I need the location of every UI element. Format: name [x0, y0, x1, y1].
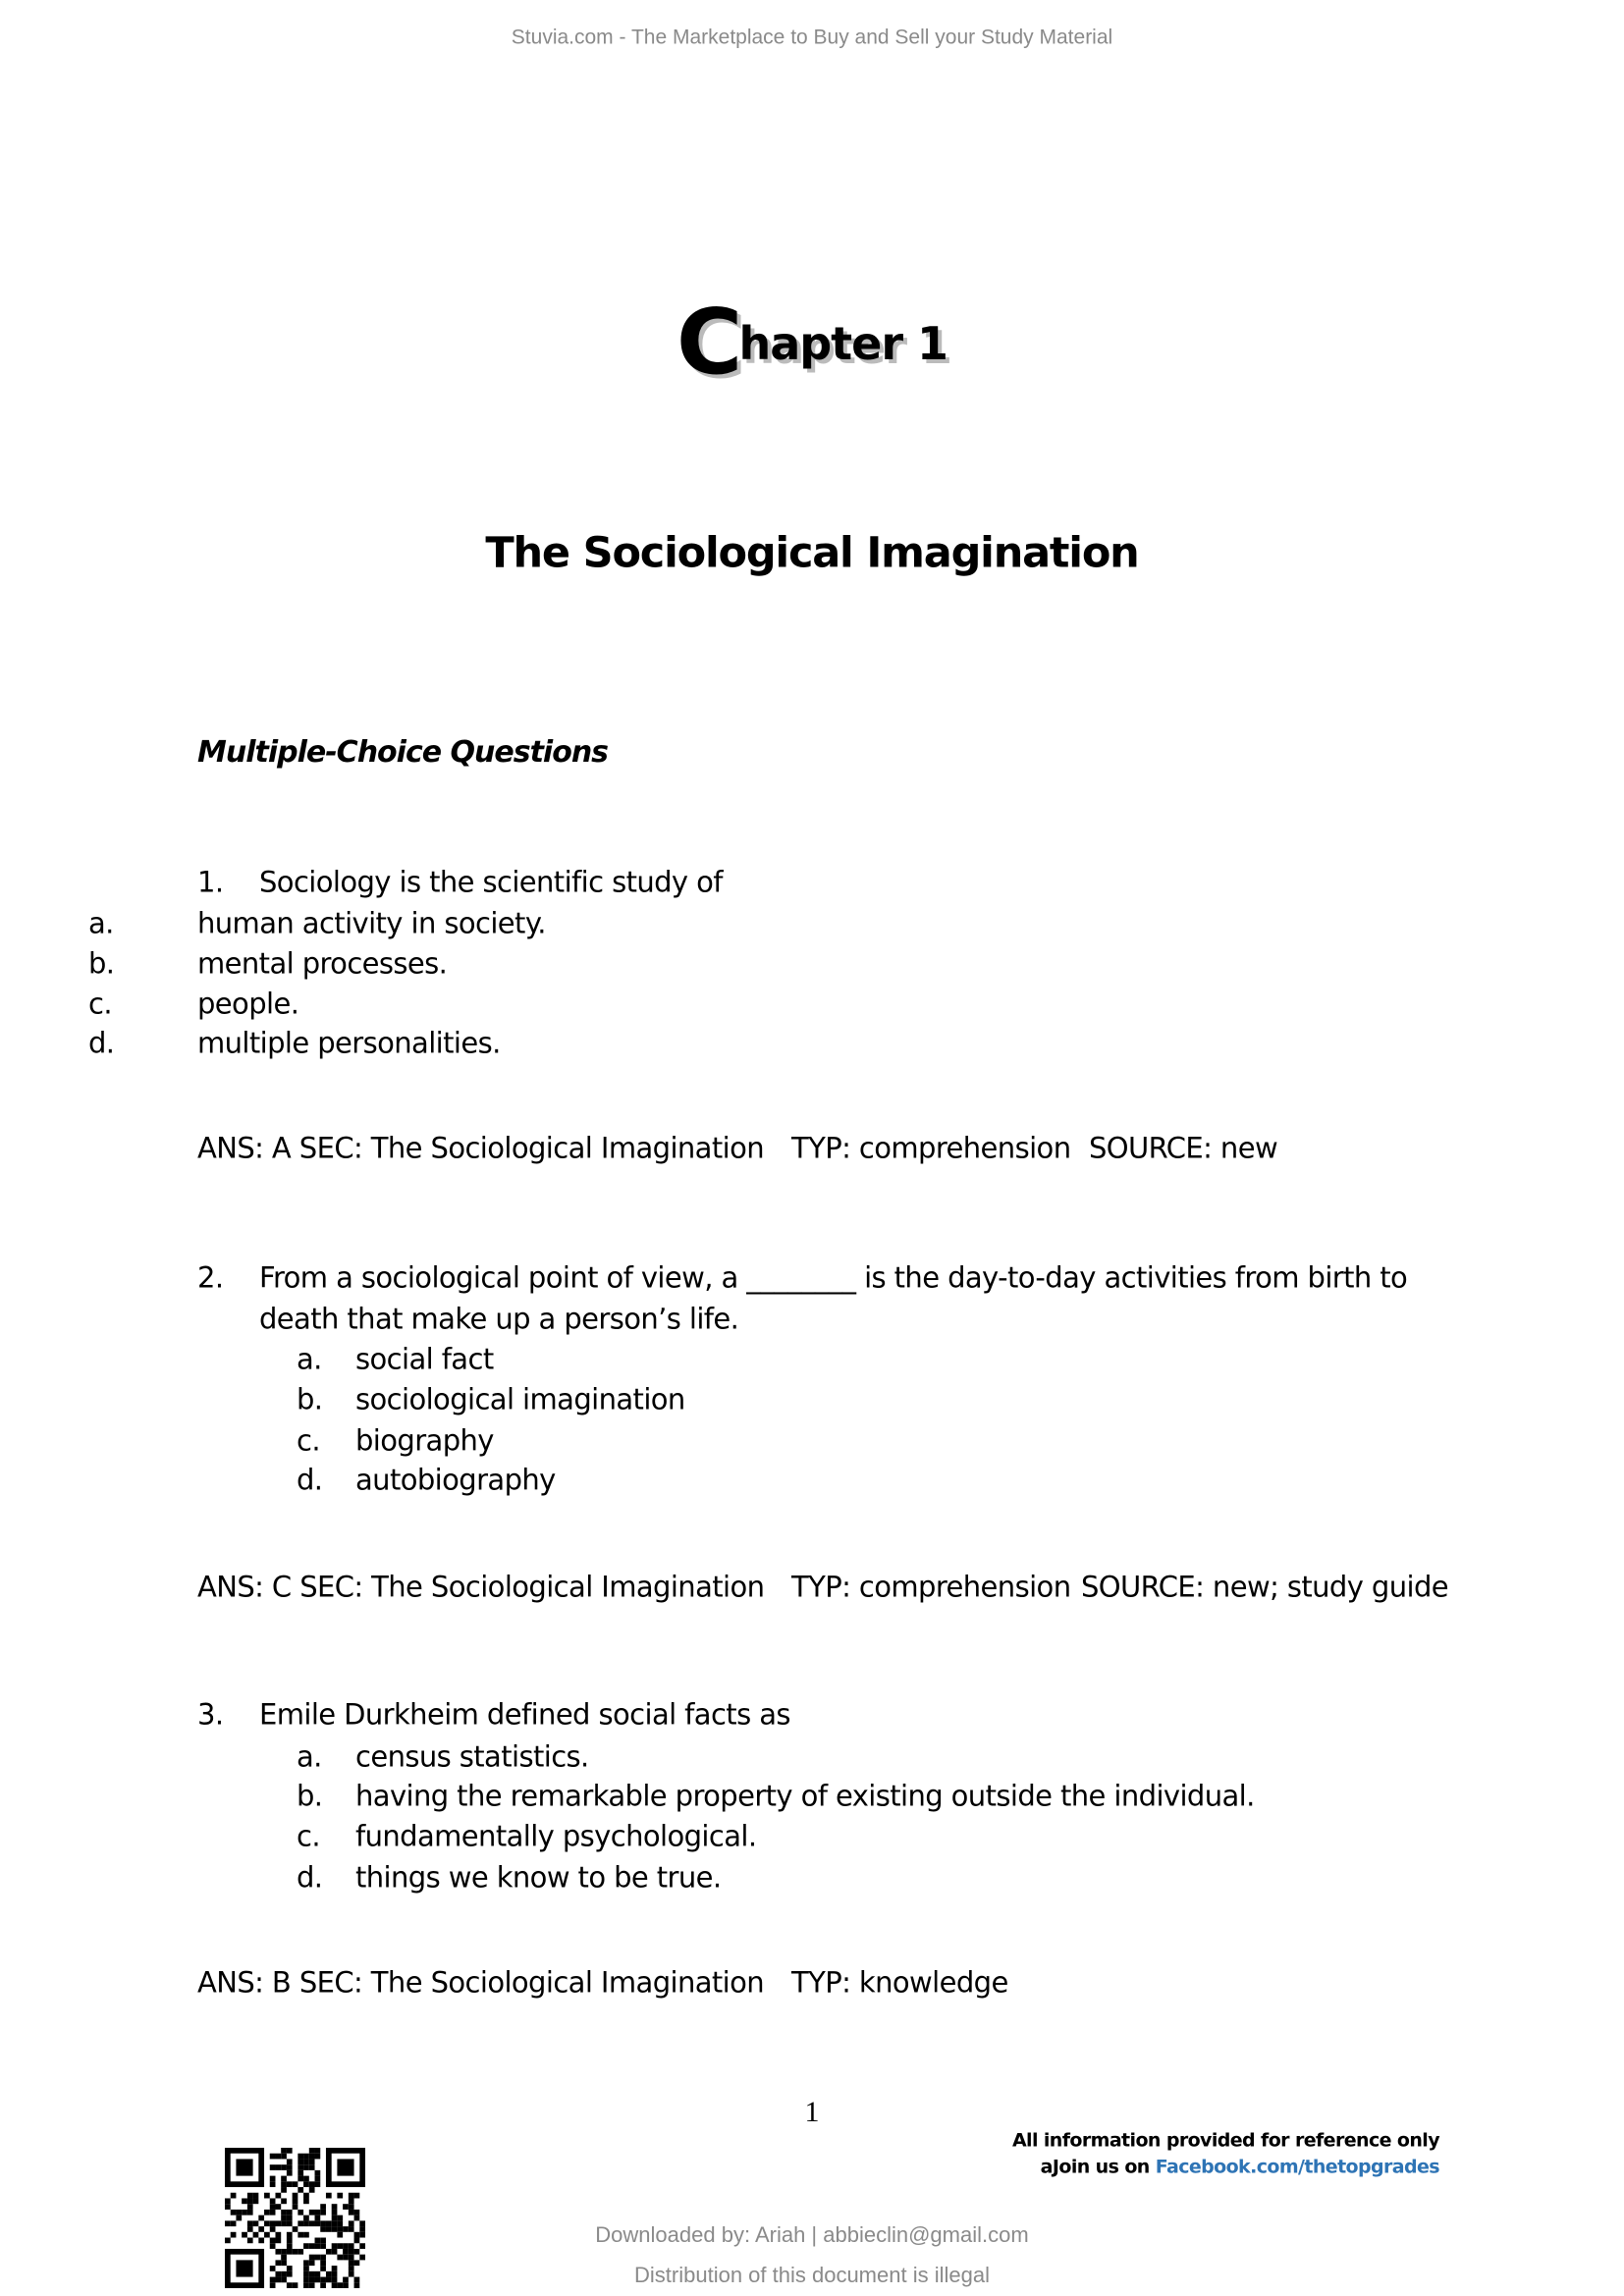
- answer-line: ANS: B SEC: The Sociological Imagination: [197, 1965, 765, 2000]
- facebook-link[interactable]: Facebook.com/thetopgrades: [1155, 2156, 1439, 2178]
- option-letter: c.: [297, 1423, 320, 1458]
- qr-module: [315, 2154, 321, 2160]
- qr-module: [309, 2159, 315, 2164]
- qr-module: [281, 2148, 287, 2154]
- answer-type: TYP: knowledge: [791, 1965, 1008, 2000]
- option-text: biography: [355, 1423, 494, 1458]
- qr-module: [275, 2193, 281, 2199]
- qr-module: [270, 2176, 276, 2182]
- qr-module: [349, 2198, 354, 2204]
- qr-module: [225, 2198, 231, 2204]
- qr-module: [309, 2181, 315, 2187]
- question-number: 2.: [197, 1260, 224, 1295]
- qr-module: [303, 2193, 309, 2199]
- qr-module: [326, 2193, 332, 2199]
- qr-module: [315, 2176, 321, 2182]
- page-number: 1: [804, 2096, 820, 2128]
- option-letter: d.: [88, 1026, 115, 1060]
- qr-module: [247, 2193, 253, 2199]
- qr-module: [242, 2210, 247, 2216]
- qr-module: [281, 2255, 287, 2261]
- option-letter: c.: [297, 1819, 320, 1853]
- qr-module: [275, 2164, 281, 2170]
- qr-module: [287, 2181, 293, 2187]
- qr-module: [242, 2198, 247, 2204]
- qr-module: [247, 2210, 253, 2216]
- qr-module: [281, 2181, 287, 2187]
- question-number: 1.: [197, 865, 224, 899]
- qr-module: [315, 2170, 321, 2176]
- qr-module: [231, 2210, 237, 2216]
- qr-module: [293, 2249, 298, 2255]
- qr-module: [275, 2204, 281, 2210]
- qr-module: [359, 2255, 365, 2261]
- chapter-heading: [0, 290, 1624, 395]
- qr-module: [303, 2159, 309, 2164]
- option-text: mental processes.: [197, 946, 448, 981]
- qr-module: [236, 2159, 252, 2175]
- option-text: social fact: [355, 1342, 494, 1376]
- qr-module: [281, 2216, 287, 2221]
- downloaded-by: Downloaded by: Ariah | abbieclin@gmail.com: [595, 2222, 1029, 2247]
- qr-module: [298, 2176, 303, 2182]
- qr-module: [320, 2210, 326, 2216]
- qr-module: [281, 2187, 287, 2193]
- qr-module: [270, 2198, 276, 2204]
- qr-module: [270, 2181, 276, 2187]
- qr-module: [315, 2255, 321, 2261]
- qr-module: [303, 2164, 309, 2170]
- qr-module: [332, 2204, 338, 2210]
- chapter-initial: C: [676, 290, 739, 395]
- option-letter: b.: [297, 1382, 323, 1416]
- qr-module: [315, 2148, 321, 2154]
- qr-module: [309, 2210, 315, 2216]
- qr-module: [303, 2198, 309, 2204]
- qr-module: [337, 2159, 353, 2175]
- qr-module: [298, 2187, 303, 2193]
- qr-module: [298, 2154, 303, 2160]
- answer-line: ANS: A SEC: The Sociological Imagination: [197, 1131, 764, 1165]
- qr-module: [337, 2255, 343, 2261]
- qr-module: [264, 2210, 270, 2216]
- qr-module: [354, 2210, 360, 2216]
- page-title: The Sociological Imagination: [485, 528, 1139, 578]
- qr-module: [281, 2198, 287, 2204]
- qr-module: [320, 2204, 326, 2210]
- section-heading: Multiple-Choice Questions: [197, 735, 609, 770]
- option-text: census statistics.: [355, 1739, 589, 1774]
- join-prefix: aJoin us on: [1040, 2156, 1156, 2178]
- qr-module: [253, 2198, 259, 2204]
- answer-type: TYP: comprehension: [791, 1570, 1071, 1604]
- qr-module: [298, 2210, 303, 2216]
- option-text: people.: [197, 987, 299, 1021]
- qr-module: [349, 2210, 354, 2216]
- qr-module: [298, 2159, 303, 2164]
- option-letter: d.: [297, 1463, 323, 1497]
- qr-module: [258, 2216, 264, 2221]
- qr-module: [349, 2193, 354, 2199]
- option-letter: c.: [88, 987, 112, 1021]
- qr-module: [253, 2193, 259, 2199]
- distribution-notice: Distribution of this document is illegal: [634, 2263, 990, 2287]
- join-notice: [1040, 2156, 1439, 2178]
- answer-source: SOURCE: new: [1089, 1131, 1278, 1165]
- qr-module: [337, 2193, 343, 2199]
- option-text: having the remarkable property of existing outside the individual.: [355, 1779, 1255, 1813]
- qr-module: [315, 2210, 321, 2216]
- qr-module: [247, 2204, 253, 2210]
- qr-module: [293, 2204, 298, 2210]
- question-number: 3.: [197, 1697, 224, 1732]
- qr-module: [343, 2204, 349, 2210]
- qr-module: [326, 2249, 332, 2255]
- option-text: multiple personalities.: [197, 1026, 501, 1060]
- qr-module: [298, 2164, 303, 2170]
- qr-module: [309, 2187, 315, 2193]
- qr-module: [309, 2164, 315, 2170]
- qr-module: [281, 2154, 287, 2160]
- option-letter: a.: [297, 1342, 322, 1376]
- qr-module: [298, 2249, 303, 2255]
- qr-module: [349, 2204, 354, 2210]
- qr-module: [287, 2210, 293, 2216]
- qr-module: [270, 2164, 276, 2170]
- qr-module: [287, 2164, 293, 2170]
- qr-module: [231, 2193, 237, 2199]
- qr-module: [309, 2148, 315, 2154]
- option-letter: b.: [297, 1779, 323, 1813]
- qr-module: [343, 2255, 349, 2261]
- option-text: things we know to be true.: [355, 1860, 722, 1895]
- qr-module: [236, 2216, 242, 2221]
- qr-module: [332, 2210, 338, 2216]
- qr-module: [270, 2210, 276, 2216]
- option-letter: a.: [297, 1739, 322, 1774]
- qr-module: [225, 2204, 231, 2210]
- option-letter: a.: [88, 906, 114, 940]
- qr-module: [320, 2255, 326, 2261]
- qr-module: [281, 2176, 287, 2182]
- answer-source: SOURCE: new; study guide: [1081, 1570, 1448, 1604]
- qr-module: [332, 2216, 338, 2221]
- qr-module: [264, 2193, 270, 2199]
- qr-module: [349, 2249, 354, 2255]
- question-text: Emile Durkheim defined social facts as: [259, 1697, 790, 1732]
- qr-module: [309, 2255, 315, 2261]
- qr-module: [293, 2181, 298, 2187]
- reference-notice: All information provided for reference only: [1011, 2129, 1439, 2152]
- qr-module: [281, 2210, 287, 2216]
- qr-module: [275, 2154, 281, 2160]
- qr-module: [315, 2216, 321, 2221]
- qr-module: [354, 2216, 360, 2221]
- answer-type: TYP: comprehension: [791, 1131, 1071, 1165]
- qr-module: [287, 2170, 293, 2176]
- qr-module: [303, 2154, 309, 2160]
- qr-module: [303, 2176, 309, 2182]
- question-text: From a sociological point of view, a ________ is the day-to-day activities from birth to: [259, 1260, 1408, 1295]
- option-text: fundamentally psychological.: [355, 1819, 757, 1853]
- qr-module: [236, 2210, 242, 2216]
- question-text: Sociology is the scientific study of: [259, 865, 723, 899]
- qr-module: [354, 2249, 360, 2255]
- option-letter: b.: [88, 946, 115, 981]
- qr-module: [281, 2249, 287, 2255]
- qr-module: [287, 2249, 293, 2255]
- qr-module: [303, 2216, 309, 2221]
- qr-module: [354, 2193, 360, 2199]
- qr-module: [349, 2255, 354, 2261]
- qr-module: [332, 2249, 338, 2255]
- qr-module: [247, 2198, 253, 2204]
- qr-module: [298, 2170, 303, 2176]
- qr-module: [287, 2148, 293, 2154]
- qr-module: [293, 2193, 298, 2199]
- qr-module: [293, 2198, 298, 2204]
- qr-module: [343, 2249, 349, 2255]
- option-text: autobiography: [355, 1463, 556, 1497]
- qr-module: [303, 2181, 309, 2187]
- qr-module: [270, 2204, 276, 2210]
- option-letter: d.: [297, 1860, 323, 1895]
- option-text: human activity in society.: [197, 906, 546, 940]
- qr-module: [315, 2181, 321, 2187]
- question-text-line2: death that make up a person’s life.: [259, 1302, 739, 1336]
- qr-module: [281, 2164, 287, 2170]
- qr-module: [275, 2249, 281, 2255]
- qr-module: [309, 2154, 315, 2160]
- qr-module: [287, 2159, 293, 2164]
- answer-line: ANS: C SEC: The Sociological Imagination: [197, 1570, 765, 1604]
- stuvia-header: Stuvia.com - The Marketplace to Buy and Sell your Study Material: [511, 26, 1113, 49]
- chapter-rest: hapter 1: [738, 317, 948, 370]
- qr-module: [270, 2154, 276, 2160]
- qr-module: [287, 2216, 293, 2221]
- qr-module: [337, 2216, 343, 2221]
- option-text: sociological imagination: [355, 1382, 685, 1416]
